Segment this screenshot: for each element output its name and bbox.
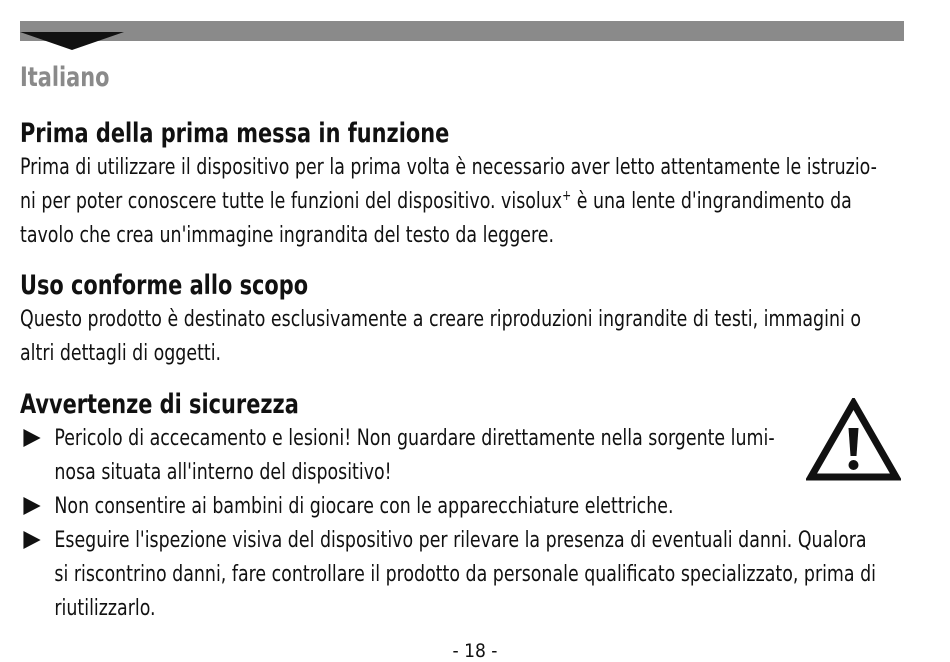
page-number: - 18 - (452, 640, 498, 662)
bullet-list (20, 421, 897, 625)
section-intended-use (20, 270, 897, 370)
language-label: Italiano (20, 62, 110, 93)
bullet-line: Pericolo di accecamento e lesioni! Non guardare direttamente nella sorgente lumi- (54, 425, 775, 451)
paragraph-line: Prima di utilizzare il dispositivo per la prima volta è necessario aver letto attentamente le istruzio- (20, 154, 877, 180)
paragraph-text: ni per poter conoscere tutte le funzioni del dispositivo. visolux (20, 188, 563, 214)
section-first-use (20, 118, 897, 252)
list-item (20, 523, 897, 625)
section-heading: Uso conforme allo scopo (20, 270, 309, 301)
triangle-right-icon (23, 497, 40, 515)
paragraph-line: Questo prodotto è destinato esclusivamente a creare riproduzioni ingrandite di testi, immagini o (20, 306, 861, 332)
section-paragraph (20, 302, 897, 370)
bullet-line: Eseguire l'ispezione visiva del dispositivo per rilevare la presenza di eventuali danni. Qualora (54, 527, 867, 553)
paragraph-line: tavolo che crea un'immagine ingrandita del testo da leggere. (20, 222, 554, 248)
section-safety-warnings (20, 389, 897, 625)
paragraph-line (20, 184, 897, 218)
warning-triangle-icon (806, 398, 901, 482)
header-bar (20, 21, 904, 41)
section-heading: Avvertenze di sicurezza (20, 389, 299, 420)
paragraph-line: altri dettagli di oggetti. (20, 340, 222, 366)
list-item (20, 489, 897, 523)
bullet-line: riutilizzarlo. (54, 595, 156, 621)
triangle-right-icon (23, 429, 40, 447)
bullet-line: nosa situata all'interno del dispositivo! (54, 459, 392, 485)
paragraph-text: è una lente d'ingrandimento da (571, 188, 852, 214)
bullet-line: si riscontrino danni, fare controllare il prodotto da personale qualificato specializzato, prima di (54, 561, 876, 587)
section-heading: Prima della prima messa in funzione (20, 118, 450, 149)
triangle-down-icon (20, 32, 124, 50)
triangle-right-icon (23, 531, 40, 549)
bullet-line: Non consentire ai bambini di giocare con le apparecchiature elettriche. (54, 493, 674, 519)
list-item (20, 421, 897, 489)
section-paragraph (20, 150, 897, 252)
superscript-plus: + (562, 188, 572, 204)
